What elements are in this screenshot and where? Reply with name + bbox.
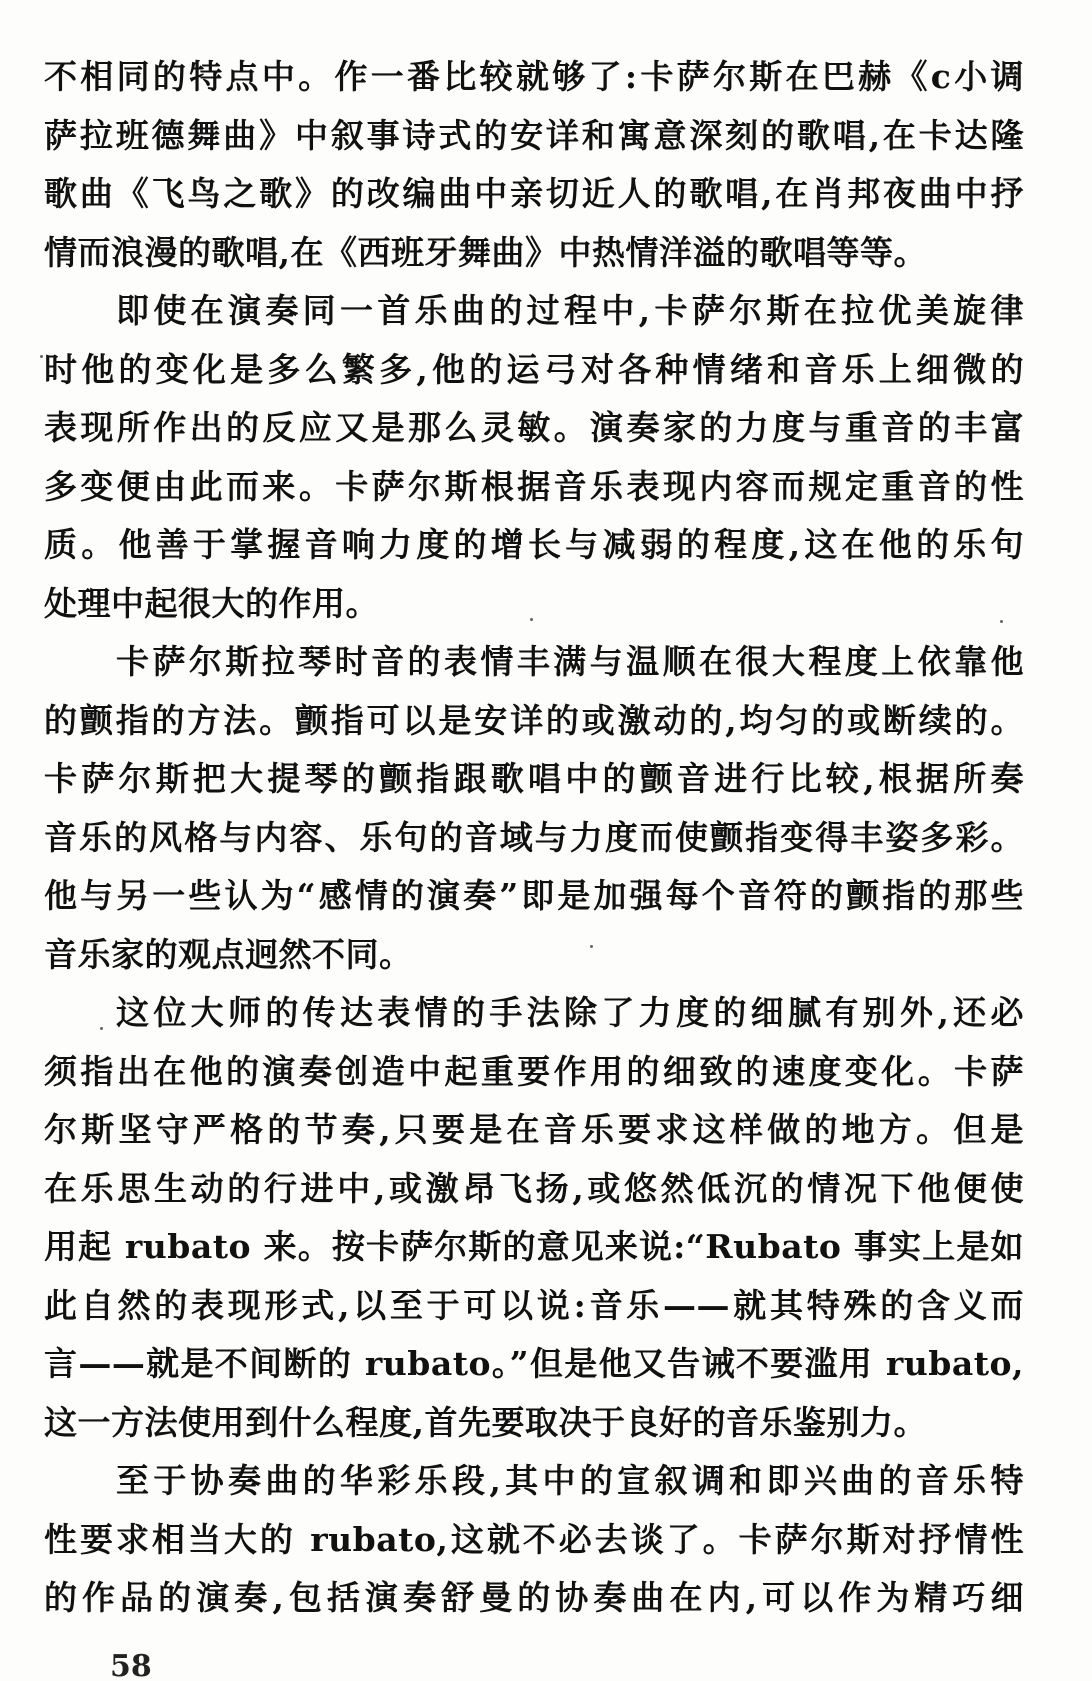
text-line: 处理中起很大的作用。 [44, 583, 379, 623]
text-line: 不相同的特点中。作一番比较就够了:卡萨尔斯在巴赫《c小调 [44, 57, 1024, 96]
scan-speck [1000, 620, 1003, 623]
text-line: 须指出在他的演奏创造中起重要作用的细致的速度变化。卡萨 [44, 1051, 1024, 1091]
text-line: 尔斯坚守严格的节奏,只要是在音乐要求这样做的地方。但是 [44, 1110, 1024, 1149]
scan-speck [530, 618, 533, 621]
page-number: 58 [110, 1652, 152, 1681]
text-line: 时他的变化是多么繁多,他的运弓对各种情绪和音乐上细微的 [44, 349, 1024, 389]
paragraph-start-line: 即使在演奏同一首乐曲的过程中,卡萨尔斯在拉优美旋律 [116, 291, 1024, 330]
scan-speck [100, 1027, 103, 1030]
text-line: 多变便由此而来。卡萨尔斯根据音乐表现内容而规定重音的性 [44, 466, 1024, 506]
text-line: 此自然的表现形式,以至于可以说:音乐——就其特殊的含义而 [44, 1285, 1024, 1325]
text-line: 在乐思生动的行进中,或激昂飞扬,或悠然低沉的情况下他便使 [44, 1168, 1024, 1208]
paragraph-start-line: 这位大师的传达表情的手法除了力度的细腻有别外,还必 [116, 993, 1024, 1032]
text-line: 卡萨尔斯把大提琴的颤指跟歌唱中的颤音进行比较,根据所奏 [44, 759, 1024, 798]
text-line: 用起 rubato 来。按卡萨尔斯的意见来说:“Rubato 事实上是如 [44, 1227, 1024, 1266]
text-line: 性要求相当大的 rubato,这就不必去谈了。卡萨尔斯对抒情性 [44, 1519, 1024, 1559]
text-line: 音乐的风格与内容、乐句的音域与力度而使颤指变得丰姿多彩。 [44, 817, 1024, 857]
scan-speck [40, 355, 43, 358]
text-line: 音乐家的观点迥然不同。 [44, 934, 413, 974]
text-line: 质。他善于掌握音响力度的增长与减弱的程度,这在他的乐句 [44, 525, 1024, 564]
text-line: 这一方法使用到什么程度,首先要取决于良好的音乐鉴别力。 [44, 1402, 927, 1442]
scan-speck [590, 945, 593, 948]
text-line: 情而浪漫的歌唱,在《西班牙舞曲》中热情洋溢的歌唱等等。 [44, 232, 927, 272]
text-line: 萨拉班德舞曲》中叙事诗式的安详和寓意深刻的歌唱,在卡达隆 [44, 115, 1024, 155]
paragraph-start-line: 卡萨尔斯拉琴时音的表情丰满与温顺在很大程度上依靠他 [116, 642, 1024, 681]
text-line: 言——就是不间断的 rubato。”但是他又告诫不要滥用 rubato, [44, 1344, 1024, 1383]
body-text [44, 48, 1024, 1628]
paragraph-start-line: 至于协奏曲的华彩乐段,其中的宣叙调和即兴曲的音乐特 [116, 1461, 1024, 1500]
text-line: 的作品的演奏,包括演奏舒曼的协奏曲在内,可以作为精巧细 [44, 1578, 1024, 1617]
text-line: 表现所作出的反应又是那么灵敏。演奏家的力度与重音的丰富 [44, 408, 1024, 447]
text-line: 他与另一些认为“感情的演奏”即是加强每个音符的颤指的那些 [44, 876, 1024, 915]
text-line: 歌曲《飞鸟之歌》的改编曲中亲切近人的歌唱,在肖邦夜曲中抒 [44, 174, 1024, 213]
text-line: 的颤指的方法。颤指可以是安详的或激动的,均匀的或断续的。 [44, 700, 1024, 740]
